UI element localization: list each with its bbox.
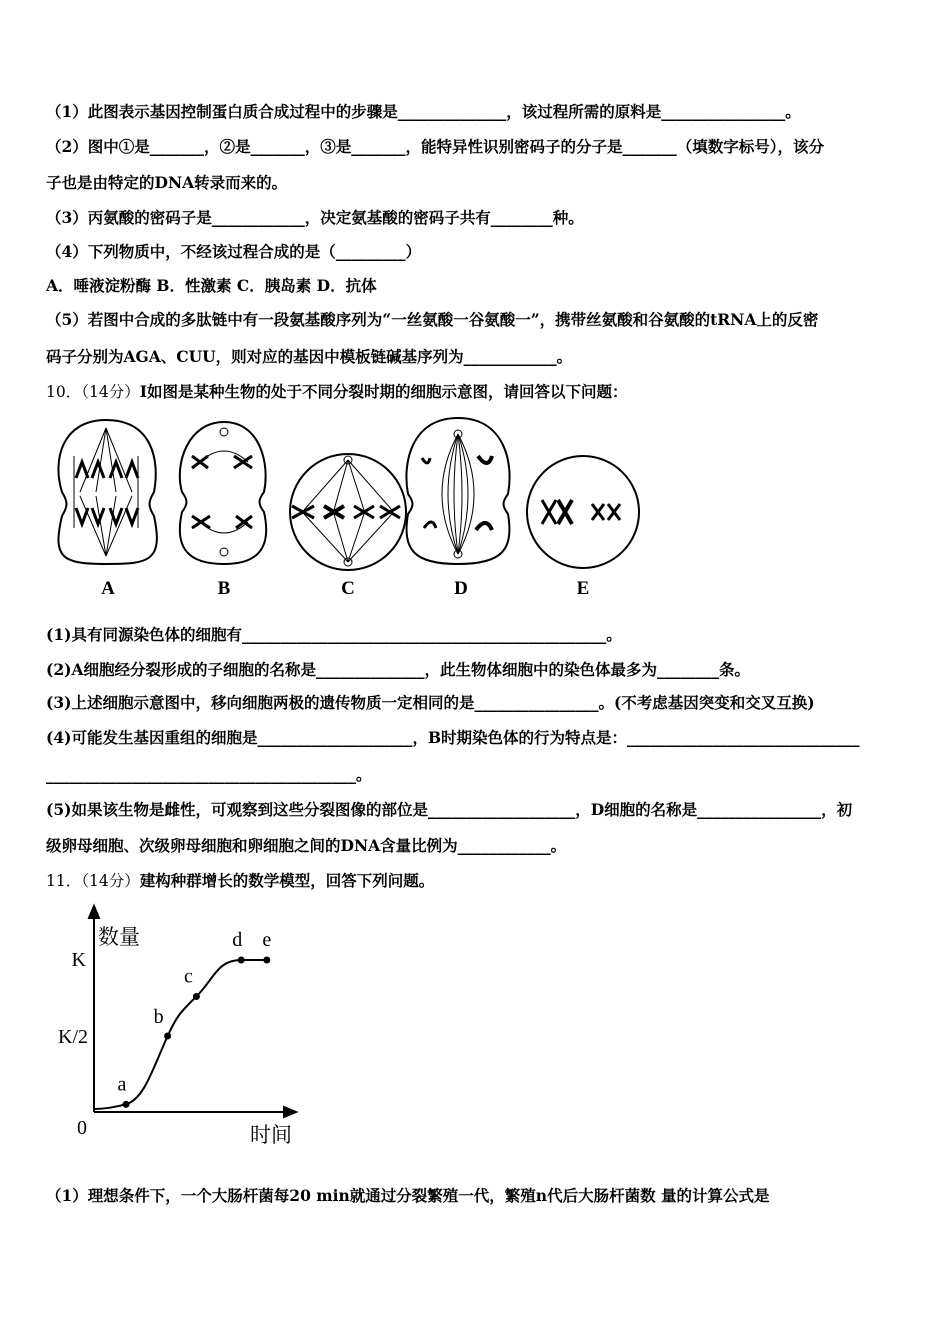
q11-header-text: 建构种群增长的数学模型，回答下列问题。: [139, 871, 435, 890]
q10-header: [46, 382, 627, 402]
label-e: E: [576, 578, 590, 599]
point-label-d: d: [232, 929, 243, 951]
label-c: C: [341, 578, 355, 599]
q10-part2: (2)A细胞经分裂形成的子细胞的名称是______________，此生物体细胞中的染色体最多为________条。: [46, 660, 750, 679]
q10-part5-continued: 级卵母细胞、次级卵母细胞和卵细胞之间的DNA含量比例为____________。: [46, 836, 567, 855]
y-axis-label: 数量: [98, 925, 140, 949]
q10-part1: (1)具有同源染色体的细胞有_______________________________________________。: [46, 625, 622, 644]
cell-a: [58, 420, 156, 564]
q9-part2: （2）图中①是_______，②是_______，③是_______，能特异性识别密码子的分子是_______（填数字标号），该分: [46, 137, 825, 156]
population-growth-chart: [44, 902, 304, 1152]
point-e: [263, 957, 270, 964]
q9-options: A．唾液淀粉酶 B．性激素 C．胰岛素 D．抗体: [46, 276, 377, 295]
label-a: A: [101, 578, 115, 599]
y-tick-k: K: [71, 949, 86, 971]
point-a: [123, 1101, 130, 1108]
label-d: D: [454, 578, 468, 599]
q9-part2-continued: 子也是由特定的DNA转录而来的。: [46, 173, 288, 192]
q10-header-text: I如图是某种生物的处于不同分裂时期的细胞示意图，请回答以下问题：: [139, 382, 628, 401]
q9-part5: （5）若图中合成的多肽链中有一段氨基酸序列为“一丝氨酸一谷氨酸一”，携带丝氨酸和谷氨酸的tRNA上的反密: [46, 310, 819, 329]
y-tick-zero: 0: [77, 1117, 87, 1139]
cell-e: [527, 456, 639, 568]
point-label-e: e: [262, 929, 272, 951]
cell-d: [406, 418, 509, 564]
x-axis-arrow: [284, 1107, 296, 1117]
q9-part5-continued: 码子分别为AGA、CUU，则对应的基因中模板链碱基序列为____________。: [46, 347, 573, 366]
q10-part4: (4)可能发生基因重组的细胞是____________________，B时期染色体的行为特点是：______________________________: [46, 728, 860, 747]
cell-division-figure: [52, 412, 652, 604]
q10-number: 10．（14分）: [46, 383, 140, 401]
q9-part4: （4）下列物质中，不经该过程合成的是（_________）: [46, 242, 422, 261]
q9-part1: （1）此图表示基因控制蛋白质合成过程中的步骤是______________，该过程所需的原料是________________。: [46, 102, 801, 121]
q11-number: 11．（14分）: [46, 872, 140, 890]
q11-part1: （1）理想条件下，一个大肠杆菌每20 min就通过分裂繁殖一代，繁殖n代后大肠杆菌数 量的计算公式是: [46, 1186, 770, 1205]
cell-b: [180, 422, 266, 564]
q10-part3: (3)上述细胞示意图中，移向细胞两极的遗传物质一定相同的是________________。(不考虑基因突变和交叉互换): [46, 693, 815, 712]
point-label-c: c: [183, 965, 193, 988]
y-axis-arrow: [89, 906, 99, 918]
point-b: [164, 1033, 171, 1040]
q10-part4-continued: ________________________________________。: [46, 765, 372, 784]
x-axis-label: 时间: [250, 1123, 292, 1147]
point-label-a: a: [117, 1073, 127, 1096]
label-b: B: [217, 578, 231, 599]
q9-part3: （3）丙氨酸的密码子是____________，决定氨基酸的密码子共有________种。: [46, 208, 584, 227]
point-c: [193, 993, 200, 1000]
point-label-b: b: [153, 1006, 164, 1028]
q11-header: [46, 871, 434, 891]
q10-part5: (5)如果该生物是雌性，可观察到这些分裂图像的部位是___________________，D细胞的名称是________________，初: [46, 800, 853, 819]
cell-c: [290, 454, 406, 570]
y-tick-half-k: K/2: [58, 1026, 88, 1048]
point-d: [238, 957, 245, 964]
